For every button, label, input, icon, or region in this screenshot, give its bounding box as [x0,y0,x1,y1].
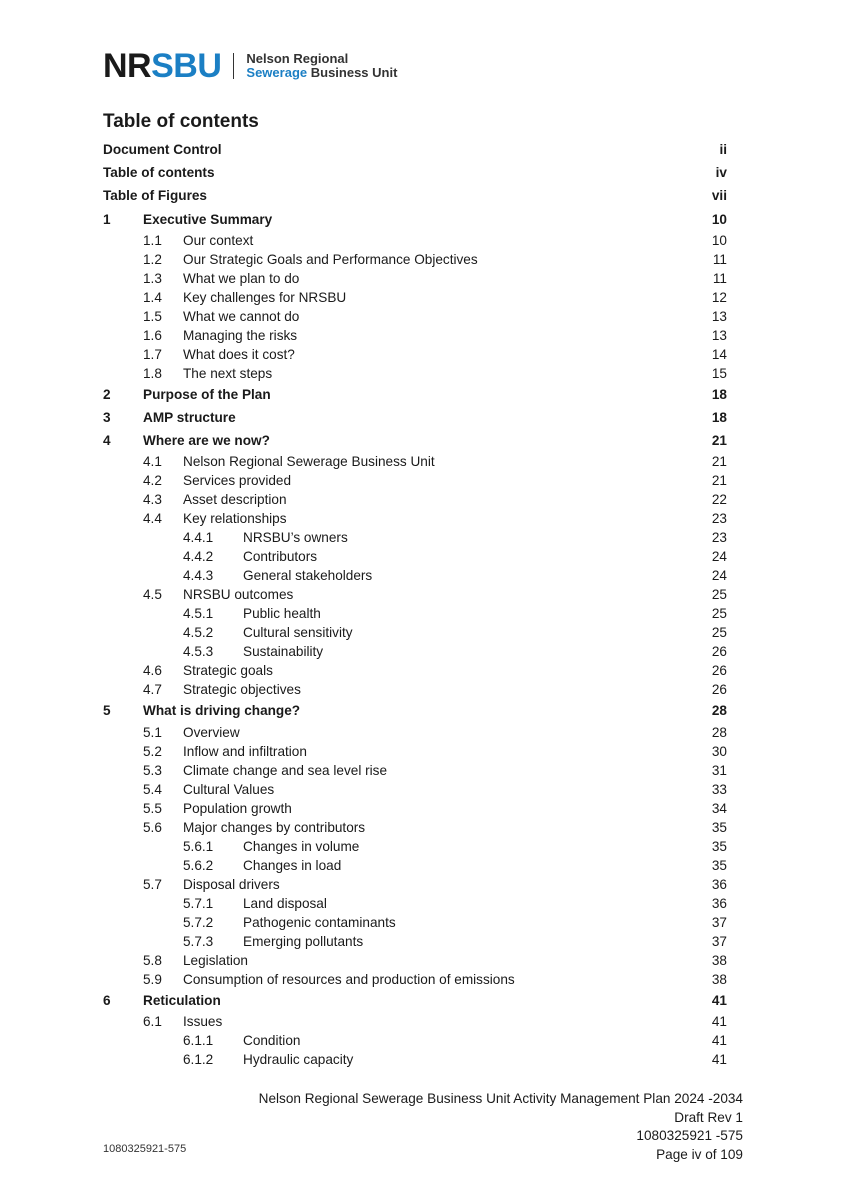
toc-entry-number: 1 [103,211,111,227]
toc-entry-title: What does it cost? [183,346,295,362]
toc-entry[interactable] [103,269,727,288]
toc-entry-number: 4.5.3 [183,644,214,660]
toc-entry-number: 4.5.1 [183,606,214,622]
toc-entry-number: 5.3 [143,762,162,778]
toc-entry-title: Changes in volume [243,838,360,854]
toc-entry-page: 23 [711,530,727,546]
footer-plan-title: Nelson Regional Sewerage Business Unit Activity Management Plan 2024 -2034 [258,1091,743,1106]
toc-entry[interactable] [103,383,727,406]
toc-entry-page: 11 [712,251,727,267]
toc-entry-number: 5.1 [143,724,162,740]
toc-entry-number: 4.2 [143,473,162,489]
toc-entry[interactable] [103,913,727,932]
toc-entry-page: 35 [711,838,727,854]
toc-entry-number: 1.8 [143,365,162,381]
toc-entry-number: 5.9 [143,971,162,987]
toc-entry[interactable] [103,250,727,269]
toc-entry-page: 25 [711,606,727,622]
toc-entry-page: 28 [711,703,727,719]
toc-entry-title: Cultural Values [183,781,275,797]
toc-entry[interactable] [103,208,727,231]
toc-entry-title: Managing the risks [183,327,298,343]
toc-entry-page: 37 [711,933,727,949]
toc-entry[interactable] [103,818,727,837]
toc-entry[interactable] [103,723,727,742]
toc-entry[interactable] [103,184,727,207]
toc-entry-title: Reticulation [143,992,221,1008]
toc-entry-page: 35 [711,819,727,835]
toc-entry-title: Overview [183,724,240,740]
toc-entry[interactable] [103,307,727,326]
toc-entry-title: Consumption of resources and production of emissions [183,971,515,987]
toc-entry[interactable] [103,989,727,1012]
toc-entry-page: 21 [711,473,727,489]
toc-entry-page: 15 [711,365,727,381]
toc-entry[interactable] [103,345,727,364]
toc-entry-number: 5.8 [143,952,162,968]
toc-entry[interactable] [103,429,727,452]
toc-entry-title: Inflow and infiltration [183,743,307,759]
toc-entry-number: 4.1 [143,454,162,470]
toc-entry[interactable] [103,604,727,623]
toc-entry-title: Document Control [103,142,222,157]
logo-text [246,52,397,80]
toc-entry-title: Cultural sensitivity [243,625,353,641]
toc-entry-page: 36 [711,895,727,911]
toc-entry-page: vii [711,188,727,204]
toc-entry[interactable] [103,856,727,875]
toc-entry-page: 18 [711,386,727,402]
toc-entry-number: 1.4 [143,289,162,305]
toc-entry-page: 25 [711,587,727,603]
toc-entry-title: What is driving change? [143,703,301,719]
toc-entry-title: Our context [183,232,254,248]
toc-entry-title: Strategic goals [183,663,273,679]
toc-entry-title: Pathogenic contaminants [243,914,396,930]
toc-entry[interactable] [103,1031,727,1050]
toc-entry[interactable] [103,566,727,585]
toc-entry-page: 35 [711,857,727,873]
toc-entry-number: 4.4.3 [183,568,214,584]
toc-entry-page: iv [715,165,727,181]
toc-entry-page: 24 [711,549,727,565]
toc-entry[interactable] [103,951,727,970]
footer-reference: 1080325921 -575 [636,1128,743,1143]
footer-revision: Draft Rev 1 [674,1109,743,1125]
toc-entry[interactable] [103,288,727,307]
toc-entry-title: Where are we now? [143,433,270,449]
toc-entry-number: 2 [103,386,111,402]
toc-entry-title: Key challenges for NRSBU [183,289,347,305]
toc-entry-page: 26 [711,682,727,698]
toc-entry[interactable] [103,138,727,161]
toc-entry-title: What we cannot do [183,308,300,324]
toc-entry-page: 26 [711,663,727,679]
logo-text-line2 [246,66,397,80]
toc-entry-title: Asset description [183,492,287,508]
toc-entry-title: Our Strategic Goals and Performance Objectives [183,251,478,267]
toc-entry-number: 4.5 [143,587,162,603]
logo-mark-sbu: SBU [151,47,222,85]
toc-entry-title: NRSBU outcomes [183,587,294,603]
toc-entry-number: 6 [103,992,111,1008]
table-of-contents [103,138,727,1069]
toc-entry[interactable] [103,585,727,604]
toc-entry-page: 41 [711,1051,727,1067]
toc-entry-title: Sustainability [243,644,324,660]
toc-entry-page: 12 [711,289,727,305]
toc-entry[interactable] [103,875,727,894]
toc-entry-number: 5.7.1 [183,895,214,911]
toc-entry-number: 4.3 [143,492,162,508]
toc-entry-page: 11 [712,270,727,286]
toc-entry-number: 6.1 [143,1013,162,1029]
toc-heading: Table of contents [103,111,259,132]
toc-entry-page: ii [719,142,727,157]
toc-entry[interactable] [103,894,727,913]
toc-entry-page: 23 [711,511,727,527]
toc-entry[interactable] [103,364,727,383]
toc-entry[interactable] [103,1012,727,1031]
toc-entry-number: 4 [103,433,111,449]
toc-entry[interactable] [103,761,727,780]
toc-entry-page: 26 [711,644,727,660]
toc-entry-title: Population growth [183,800,292,816]
toc-entry-number: 1.3 [143,270,162,286]
toc-entry-page: 37 [711,914,727,930]
toc-entry[interactable] [103,1050,727,1069]
toc-entry-number: 1.6 [143,327,162,343]
toc-entry-page: 41 [711,1013,727,1029]
logo-mark [103,47,222,85]
toc-entry[interactable] [103,799,727,818]
toc-entry-title: Nelson Regional Sewerage Business Unit [183,454,435,470]
toc-entry[interactable] [103,326,727,345]
toc-entry[interactable] [103,161,727,184]
toc-entry-number: 5.7.2 [183,914,214,930]
page-footer [259,1090,743,1164]
toc-entry-title: The next steps [183,365,273,381]
toc-entry-title: Table of Figures [103,188,207,204]
toc-entry-number: 1.5 [143,308,162,324]
toc-entry-page: 34 [711,800,727,816]
toc-entry-page: 21 [711,433,727,449]
toc-entry-number: 4.4.2 [183,549,214,565]
toc-entry-title: Issues [183,1013,223,1029]
toc-entry-title: Condition [243,1032,301,1048]
toc-entry[interactable] [103,452,727,471]
toc-entry-title: AMP structure [143,409,236,425]
logo-text-business-unit: Business Unit [310,65,398,80]
toc-entry-page: 36 [711,876,727,892]
toc-entry-title: NRSBU’s owners [243,530,348,546]
logo-text-sewerage: Sewerage [246,65,308,80]
toc-entry[interactable] [103,837,727,856]
toc-entry-number: 5.4 [143,781,162,797]
toc-entry[interactable] [103,406,727,429]
toc-entry[interactable] [103,680,727,699]
document-id: 1080325921-575 [103,1143,187,1155]
toc-entry-page: 41 [711,992,727,1008]
toc-entry[interactable] [103,509,727,528]
toc-entry-page: 38 [711,971,727,987]
toc-entry-page: 30 [711,743,727,759]
toc-entry-number: 3 [103,409,111,425]
toc-entry-number: 4.6 [143,663,162,679]
toc-entry-title: Hydraulic capacity [243,1051,354,1067]
toc-entry-page: 22 [711,492,727,508]
toc-entry-title: General stakeholders [243,568,373,584]
toc-entry-page: 25 [711,625,727,641]
toc-entry[interactable] [103,642,727,661]
toc-entry[interactable] [103,471,727,490]
toc-entry-title: Major changes by contributors [183,819,366,835]
toc-entry-title: Changes in load [243,857,342,873]
toc-entry[interactable] [103,780,727,799]
toc-entry-title: Public health [243,606,321,622]
toc-entry-title: Services provided [183,473,292,489]
toc-entry-page: 21 [711,454,727,470]
toc-entry-title: Purpose of the Plan [143,386,271,402]
toc-entry-title: Contributors [243,549,318,565]
toc-entry-number: 4.4.1 [183,530,214,546]
toc-entry-page: 38 [711,952,727,968]
toc-entry-title: What we plan to do [183,270,300,286]
nrsbu-logo [103,47,398,85]
footer-page-number: Page iv of 109 [656,1146,743,1162]
toc-entry-page: 18 [711,409,727,425]
logo-text-line1: Nelson Regional [246,51,349,66]
toc-entry-page: 33 [711,781,727,797]
toc-entry-page: 13 [711,327,727,343]
toc-entry-title: Key relationships [183,511,287,527]
toc-entry-page: 10 [711,211,727,227]
toc-entry-number: 1.1 [143,232,162,248]
toc-entry-number: 5.6 [143,819,162,835]
toc-entry-number: 4.4 [143,511,162,527]
toc-entry-number: 5.2 [143,743,162,759]
toc-entry-number: 5.6.2 [183,857,214,873]
toc-entry-title: Executive Summary [143,211,273,227]
toc-entry-number: 1.2 [143,251,162,267]
logo-mark-nr: NR [103,47,152,85]
toc-entry-title: Strategic objectives [183,682,301,698]
toc-entry-number: 5.7 [143,876,162,892]
toc-entry[interactable] [103,490,727,509]
toc-entry-title: Land disposal [243,895,327,911]
toc-entry-title: Table of contents [103,165,215,181]
toc-entry-number: 5.7.3 [183,933,214,949]
toc-entry-title: Legislation [183,952,248,968]
toc-entry[interactable] [103,231,727,250]
toc-entry-number: 6.1.1 [183,1032,214,1048]
toc-entry-number: 6.1.2 [183,1051,214,1067]
toc-entry-number: 5.6.1 [183,838,214,854]
toc-entry[interactable] [103,970,727,989]
logo-divider [233,53,234,79]
toc-entry-page: 31 [711,762,727,778]
toc-entry[interactable] [103,661,727,680]
toc-entry[interactable] [103,932,727,951]
toc-entry-page: 41 [711,1032,727,1048]
toc-entry-number: 5.5 [143,800,162,816]
toc-entry-title: Climate change and sea level rise [183,762,388,778]
toc-entry[interactable] [103,699,727,722]
toc-entry[interactable] [103,623,727,642]
toc-entry-number: 5 [103,703,111,719]
toc-entry-number: 1.7 [143,346,162,362]
toc-entry-title: Emerging pollutants [243,933,364,949]
toc-entry-number: 4.5.2 [183,625,214,641]
toc-entry-page: 28 [711,724,727,740]
toc-entry[interactable] [103,528,727,547]
toc-entry[interactable] [103,742,727,761]
toc-entry-page: 24 [711,568,727,584]
toc-entry[interactable] [103,547,727,566]
toc-entry-page: 10 [711,232,727,248]
toc-entry-number: 4.7 [143,682,162,698]
toc-entry-title: Disposal drivers [183,876,280,892]
toc-entry-page: 13 [711,308,727,324]
toc-entry-page: 14 [711,346,727,362]
